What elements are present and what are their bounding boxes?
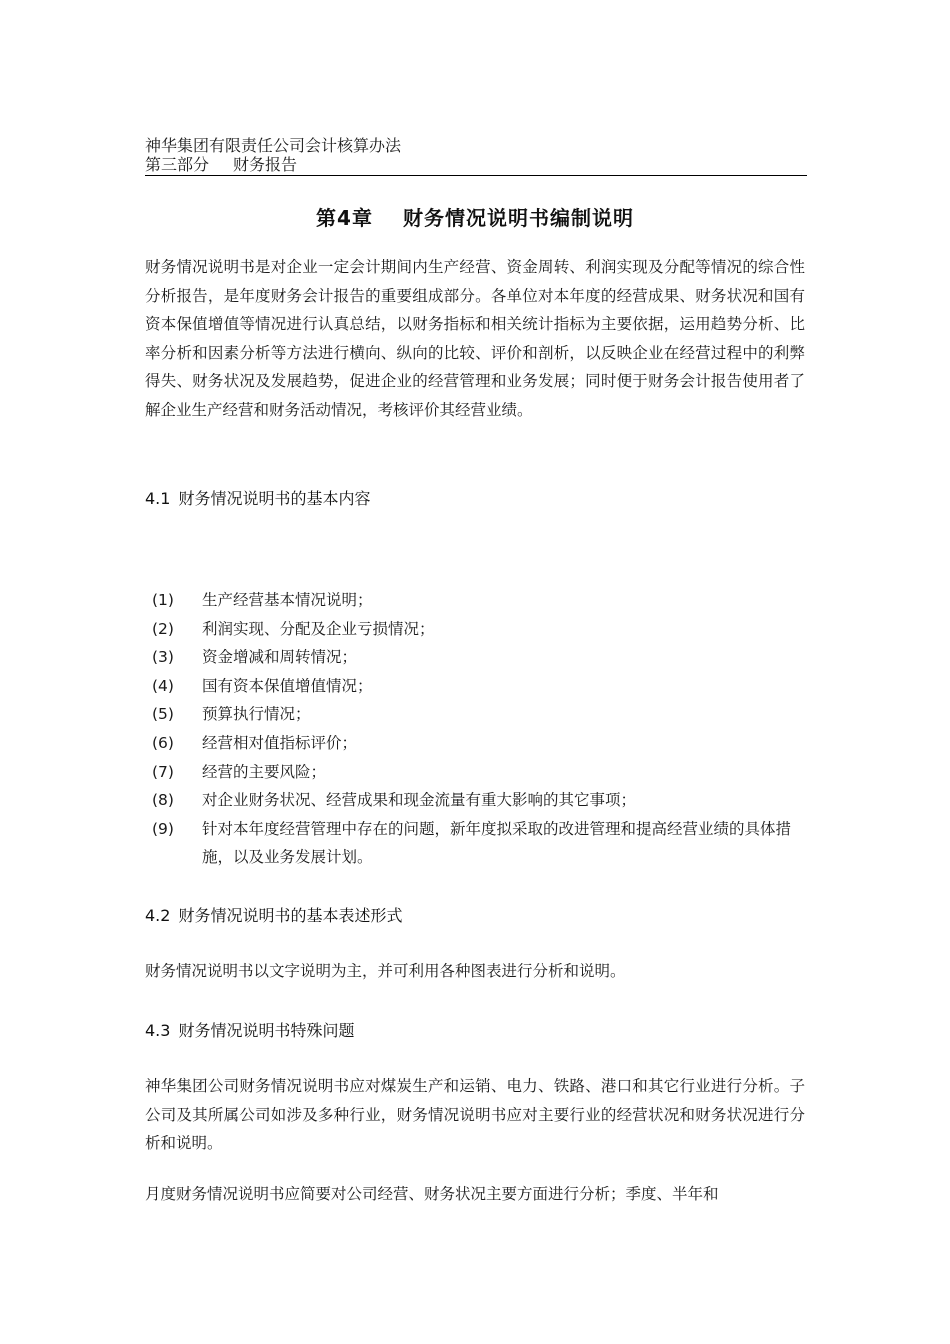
chapter-number: 第4章 xyxy=(316,206,373,230)
list-item-text: 对企业财务状况、经营成果和现金流量有重大影响的其它事项； xyxy=(202,791,637,810)
list-item-text: 生产经营基本情况说明； xyxy=(202,591,373,609)
list-item-text: 经营的主要风险； xyxy=(202,762,327,781)
list-item-number: (4) xyxy=(152,676,174,695)
section-4-3-paragraph-2: 月度财务情况说明书应简要对公司经营、财务状况主要方面进行分析；季度、半年和 xyxy=(145,1185,719,1203)
running-header xyxy=(145,136,807,176)
list-item-text: 利润实现、分配及企业亏损情况； xyxy=(202,619,435,638)
chapter-title: 财务情况说明书编制说明 xyxy=(402,206,634,230)
section-number: 4.1 xyxy=(145,489,171,508)
header-title: 神华集团有限责任公司会计核算办法 xyxy=(145,136,402,155)
list-item xyxy=(152,643,807,672)
intro-paragraph: 财务情况说明书是对企业一定会计期间内生产经营、资金周转、利润实现及分配等情况的综合性分析报告，是年度财务会计报告的重要组成部分。各单位对本年度的经营成果、财务状况和国有资本保值增值等情况进行认真总结，以财务指标和相关统计指标为主要依据，运用趋势分析、比率分析和因素分析等方法进行横向、纵向的比较、评价和剖析，以反映企业在经营过程中的利弊得失、财务状况及发展趋势，促进企业的经营管理和业务发展；同时便于财务会计报告使用者了解企业生产经营和财务活动情况，考核评价其经营业绩。 xyxy=(145,258,805,419)
list-item xyxy=(152,700,807,729)
list-item xyxy=(152,786,807,815)
section-title: 财务情况说明书特殊问题 xyxy=(178,1021,355,1040)
list-item-text: 国有资本保值增值情况； xyxy=(202,676,373,695)
header-part: 第三部分 xyxy=(145,155,210,174)
section-heading-4-1 xyxy=(145,486,370,509)
section-title: 财务情况说明书的基本表述形式 xyxy=(178,906,403,925)
list-item-text: 预算执行情况； xyxy=(202,705,311,724)
section-title: 财务情况说明书的基本内容 xyxy=(178,489,371,508)
section-heading-4-2 xyxy=(145,903,402,926)
section-number: 4.3 xyxy=(145,1021,171,1040)
section-4-3-paragraph: 神华集团公司财务情况说明书应对煤炭生产和运销、电力、铁路、港口和其它行业进行分析。子公司及其所属公司如涉及多种行业，财务情况说明书应对主要行业的经营状况和财务状况进行分析和说明。 xyxy=(145,1077,805,1153)
list-item xyxy=(152,815,807,872)
list-item-text: 经营相对值指标评价； xyxy=(202,733,358,752)
section-heading-4-3 xyxy=(145,1018,354,1041)
section-number: 4.2 xyxy=(145,906,171,925)
list-item-number: (3) xyxy=(152,648,174,667)
list-item-text: 针对本年度经营管理中存在的问题，新年度拟采取的改进管理和提高经营业绩的具体措施，以及业务发展计划。 xyxy=(202,819,792,867)
list-item-number: (2) xyxy=(152,619,174,638)
content-list xyxy=(152,586,807,872)
list-item xyxy=(152,758,807,787)
list-item-number: (6) xyxy=(152,733,174,752)
header-part-title: 财务报告 xyxy=(233,155,298,174)
list-item-number: (9) xyxy=(152,819,174,838)
list-item-number: (5) xyxy=(152,705,174,724)
list-item-text: 资金增减和周转情况； xyxy=(202,648,358,667)
list-item xyxy=(152,586,807,615)
list-item-number: (7) xyxy=(152,762,174,781)
header-part-line xyxy=(145,155,807,174)
chapter-heading xyxy=(0,202,950,231)
list-item xyxy=(152,615,807,644)
section-4-2-paragraph: 财务情况说明书以文字说明为主，并可利用各种图表进行分析和说明。 xyxy=(145,962,626,980)
list-item-number: (8) xyxy=(152,791,174,810)
list-item xyxy=(152,672,807,701)
list-item xyxy=(152,729,807,758)
list-item-number: (1) xyxy=(152,591,174,609)
